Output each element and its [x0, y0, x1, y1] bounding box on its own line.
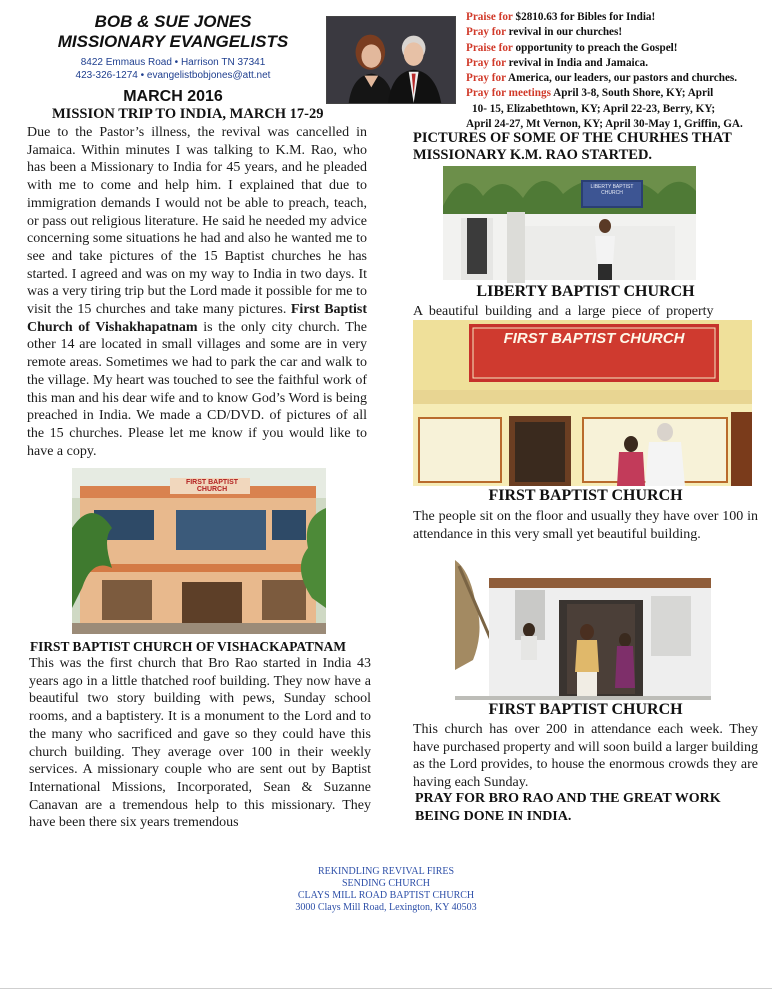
prayer-item: Pray for America, our leaders, our pastors and churches.: [466, 72, 738, 85]
closing-prayer: PRAY FOR BRO RAO AND THE GREAT WORK BEING DONE IN INDIA.: [415, 791, 721, 824]
prayer-item: 10- 15, Elizabethtown, KY; April 22-23, Berry, KY;: [472, 102, 716, 115]
fbc-sign-photo: [413, 320, 752, 486]
issue-month: MARCH 2016: [123, 88, 223, 105]
footer-sending: SENDING CHURCH: [341, 878, 431, 889]
church-name-emphasis: First Baptist Church of Vishakhapatnam: [27, 302, 367, 335]
masthead-address: 8422 Emmaus Road • Harrison TN 37341: [80, 57, 266, 68]
vishak-body: This was the first church that Bro Rao started in India 43 years ago in a little thatched roof building. They now have a beautiful two story building with pews, Sunday school rooms, and a baptistery. It is a monument to the Lord and to the many who sacrificed and gave so they could have this church building. They average over 100 in their weekly services. A missionary couple who are sent out by Baptist International Missions, Incorporated, Sean & Suzanne Canavan are a tremendous help to this missionary. They have been there six years tremendous: [29, 656, 371, 831]
pictures-heading: PICTURES OF SOME OF THE CHURHES THAT MISSIONARY K.M. RAO STARTED.: [413, 130, 732, 163]
prayer-item: Pray for meetings April 3-8, South Shore, KY; April: [466, 87, 714, 100]
liberty-body: A beautiful building and a large piece of property: [413, 304, 714, 319]
prayer-list: [466, 10, 766, 132]
liberty-caption: LIBERTY BAPTIST CHURCH: [476, 283, 695, 300]
liberty-church-photo: [443, 166, 696, 283]
mission-heading: MISSION TRIP TO INDIA, MARCH 17-29: [52, 106, 324, 122]
vishak-heading: FIRST BAPTIST CHURCH OF VISHACKAPATNAM: [30, 639, 346, 654]
footer-address: 3000 Clays Mill Road, Lexington, KY 40503: [295, 902, 477, 913]
fbc-village-photo: [455, 560, 711, 700]
fbc2-caption: FIRST BAPTIST CHURCH: [488, 487, 683, 504]
footer-ministry: REKINDLING REVIVAL FIRES: [317, 866, 455, 877]
masthead-title-role: MISSIONARY EVANGELISTS: [57, 32, 289, 51]
masthead: [38, 12, 308, 106]
fbc-sign-english: FIRST BAPTIST CHURCH: [503, 330, 685, 347]
prayer-item: Pray for revival in India and Jamaica.: [466, 56, 649, 69]
fbc2-body: The people sit on the floor and usually they have over 100 in attendance in this very small yet beautiful building.: [413, 509, 758, 542]
masthead-title-names: BOB & SUE JONES: [94, 12, 252, 31]
prayer-item: Praise for opportunity to preach the Gospel!: [466, 41, 678, 54]
masthead-contact[interactable]: 423-326-1274 • evangelistbobjones@att.net: [75, 70, 271, 81]
vishak-church-photo: [72, 468, 326, 634]
fbc3-body: This church has over 200 in attendance each week. They have purchased property and will soon build a larger building as the Lord provides, to house the enormous crowds they are having each Sunday.: [413, 722, 758, 791]
prayer-item: April 24-27, Mt Vernon, KY; April 30-May 1, Griffin, GA.: [466, 118, 743, 131]
fbc3-caption: FIRST BAPTIST CHURCH: [488, 701, 683, 718]
mission-body: Due to the Pastor’s illness, the revival was cancelled in Jamaica. Within minutes I was talking to K.M. Rao, who has been a Missionary to India for 45 years, and he pleaded with me to come and help him. I explained that due to immigration demands I would not be able to preach, teach, or pass out religious literature. He said he needed my advice concerning some situations he had and also he wanted me to see and take pictures of the 15 Baptist churches he has started. I agreed and was on my way to India in two days. It was a very tiring trip but the Lord made it possible for me to visit the 15 churches and take many pictures. First Baptist Church of Vishakhapatnam is the only city church. The other 14 are located in small villages and some are in very remote areas. Sometimes we had to park the car and walk to the village. My heart was touched to see the faithful work of this man and his dear wife and to know God’s Word is being preached in India. We made a CD/DVD. of pictures of all the 15 churches. Please let me know if you would like to have a copy.: [27, 125, 367, 459]
page-bottom-divider: [0, 988, 772, 989]
footer-church: CLAYS MILL ROAD BAPTIST CHURCH: [297, 890, 475, 901]
portrait-photo: [326, 16, 456, 104]
photo-sign-text: FIRST BAPTIST CHURCH: [185, 479, 239, 493]
footer: [250, 866, 522, 914]
prayer-item: Pray for revival in our churches!: [466, 26, 623, 39]
prayer-item: Praise for $2810.63 for Bibles for India!: [466, 11, 656, 23]
liberty-sign: LIBERTY BAPTIST CHURCH: [590, 184, 634, 196]
